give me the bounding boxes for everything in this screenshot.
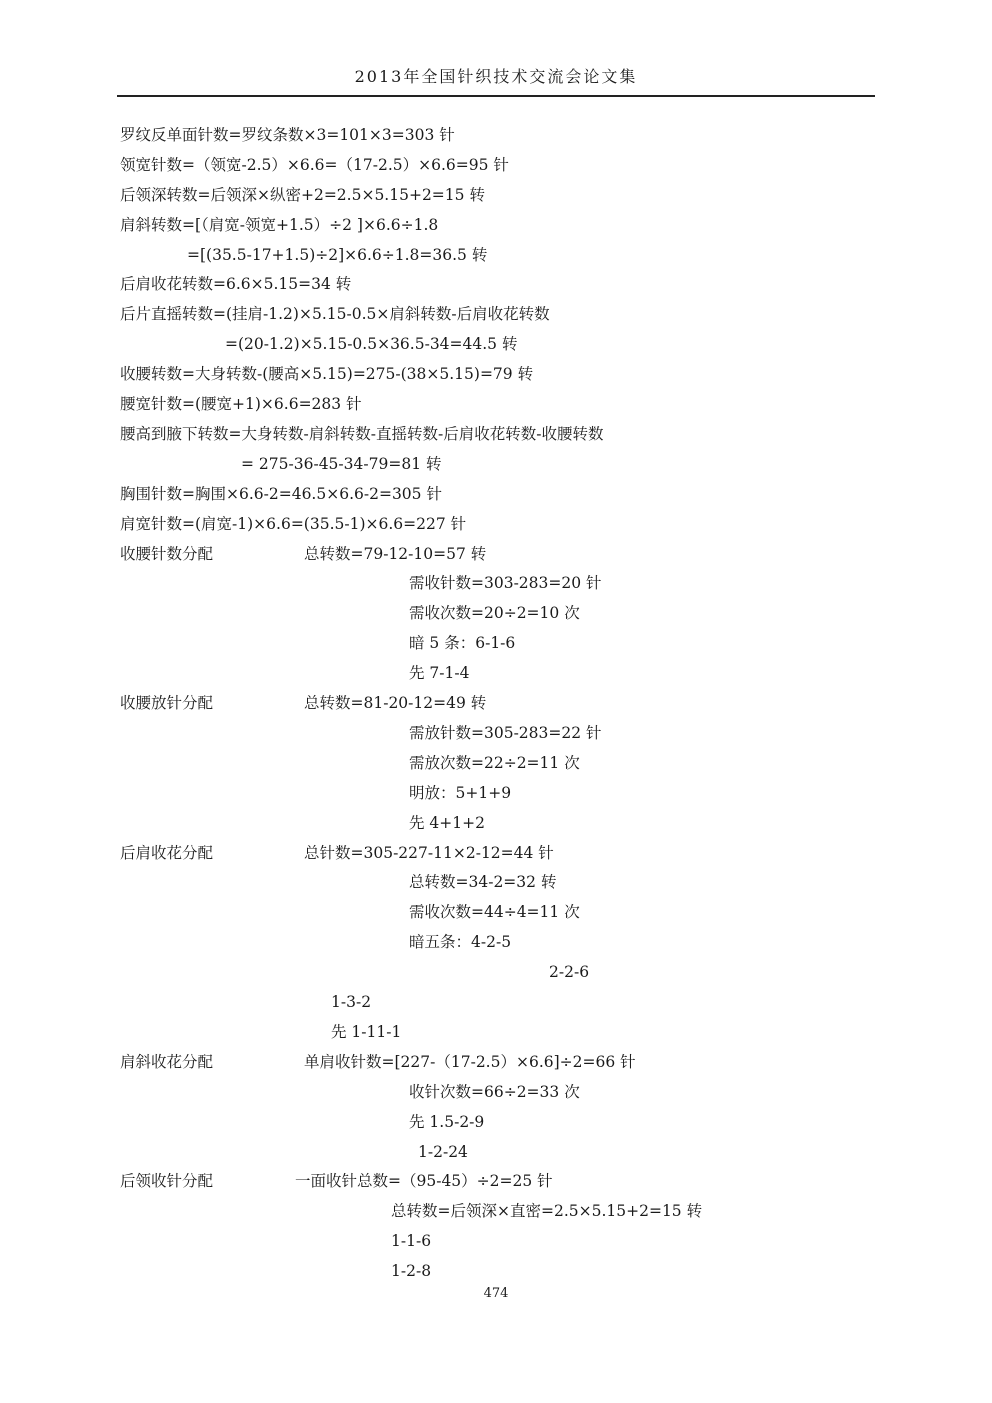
formula-line: 肩宽针数=(肩宽-1)×6.6=(35.5-1)×6.6=227 针 — [120, 515, 467, 533]
formula-continuation: =[(35.5-17+1.5)÷2]×6.6÷1.8=36.5 转 — [187, 246, 488, 264]
formula-line: 2-2-6 — [549, 963, 590, 981]
formula-line: 1-2-8 — [391, 1262, 432, 1280]
formula-line: 1-2-24 — [418, 1143, 468, 1161]
section-formula: 单肩收针数=[227-（17-2.5）×6.6]÷2=66 针 — [304, 1053, 636, 1071]
formula-line: 胸围针数=胸围×6.6-2=46.5×6.6-2=305 针 — [120, 485, 442, 503]
formula-line: 需收次数=20÷2=10 次 — [409, 604, 580, 622]
formula-line: 先 7-1-4 — [409, 664, 470, 682]
formula-line: 暗 5 条：6-1-6 — [409, 634, 516, 652]
running-header: 2013年全国针织技术交流会论文集 — [354, 67, 638, 86]
formula-continuation: =(20-1.2)×5.15-0.5×36.5-34=44.5 转 — [225, 335, 518, 353]
section-label: 收腰放针分配 — [120, 694, 214, 712]
formula-line: 1-3-2 — [331, 993, 372, 1011]
formula-line: 总转数=后领深×直密=2.5×5.15+2=15 转 — [391, 1202, 703, 1220]
formula-line: 需放针数=305-283=22 针 — [409, 724, 602, 742]
formula-line: 腰高到腋下转数=大身转数-肩斜转数-直摇转数-后肩收花转数-收腰转数 — [120, 425, 604, 443]
formula-line: 收腰转数=大身转数-(腰高×5.15)=275-(38×5.15)=79 转 — [120, 365, 534, 383]
formula-line: 需收针数=303-283=20 针 — [409, 574, 602, 592]
formula-line: 腰宽针数=(腰宽+1)×6.6=283 针 — [120, 395, 362, 413]
formula-line: 先 4+1+2 — [409, 814, 485, 832]
formula-line: 需收次数=44÷4=11 次 — [409, 903, 580, 921]
formula-line: 后领深转数=后领深×纵密+2=2.5×5.15+2=15 转 — [120, 186, 485, 204]
section-label: 肩斜收花分配 — [120, 1053, 214, 1071]
formula-line: 领宽针数=（领宽-2.5）×6.6=（17-2.5）×6.6=95 针 — [120, 156, 509, 174]
formula-line: 明放：5+1+9 — [409, 784, 512, 802]
section-label: 收腰针数分配 — [120, 545, 214, 563]
formula-line: 暗五条：4-2-5 — [409, 933, 512, 951]
section-formula: 一面收针总数=（95-45）÷2=25 针 — [295, 1172, 553, 1190]
formula-line: 后片直摇转数=(挂肩-1.2)×5.15-0.5×肩斜转数-后肩收花转数 — [120, 305, 550, 323]
header-rule — [117, 95, 875, 97]
formula-line: 需放次数=22÷2=11 次 — [409, 754, 580, 772]
section-formula: 总转数=81-20-12=49 转 — [304, 694, 487, 712]
formula-line: 罗纹反单面针数=罗纹条数×3=101×3=303 针 — [120, 126, 455, 144]
formula-line: 1-1-6 — [391, 1232, 432, 1250]
formula-line: 先 1.5-2-9 — [409, 1113, 485, 1131]
section-formula: 总针数=305-227-11×2-12=44 针 — [304, 844, 554, 862]
section-label: 后领收针分配 — [120, 1172, 214, 1190]
formula-line: 肩斜转数=[（肩宽-领宽+1.5）÷2 ]×6.6÷1.8 — [120, 216, 439, 234]
formula-line: 先 1-11-1 — [331, 1023, 402, 1041]
formula-line: 后肩收花转数=6.6×5.15=34 转 — [120, 275, 352, 293]
formula-line: 总转数=34-2=32 转 — [409, 873, 557, 891]
section-formula: 总转数=79-12-10=57 转 — [304, 545, 487, 563]
section-label: 后肩收花分配 — [120, 844, 214, 862]
page-number: 474 — [483, 1286, 509, 1301]
formula-continuation: = 275-36-45-34-79=81 转 — [241, 455, 442, 473]
formula-line: 收针次数=66÷2=33 次 — [409, 1083, 580, 1101]
